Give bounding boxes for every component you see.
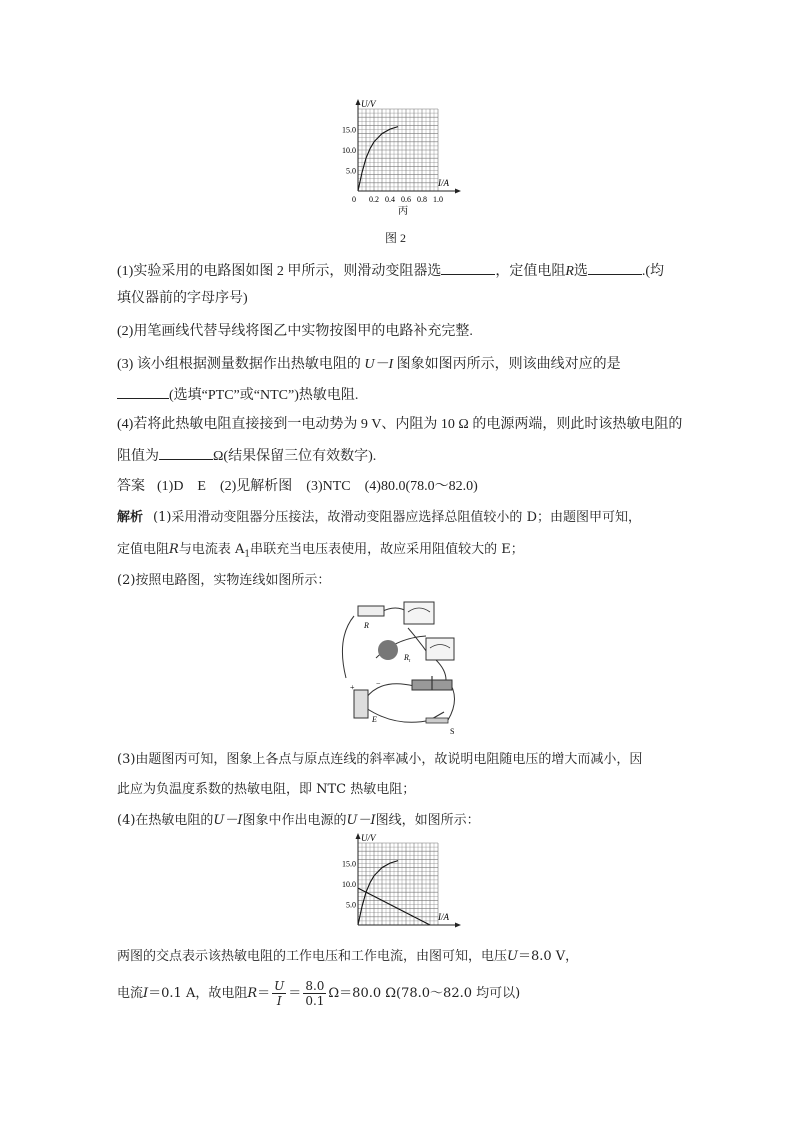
analysis-p5: 两图的交点表示该热敏电阻的工作电压和工作电流，由图可知，电压U＝8.0 V， xyxy=(117,949,579,964)
answer-text: (1)D E (2)见解析图 (3)NTC (4)80.0(78.0～82.0) xyxy=(157,479,478,494)
answer-line xyxy=(117,477,478,497)
question-3: (3) 该小组根据测量数据作出热敏电阻的 U－I 图象如图丙所示，则该曲线对应的是 xyxy=(117,357,621,372)
answer-label: 答案 xyxy=(117,479,145,494)
thermistor xyxy=(378,640,398,660)
x-tick-label: 0.8 xyxy=(417,195,427,204)
x-tick-label: 0.2 xyxy=(369,195,379,204)
label-plus: + xyxy=(350,683,355,692)
analysis-p6: 电流I＝0.1 A，故电阻R＝ $\frac{U}{I}$ ＝ $\frac{8.0}{0.1}$ Ω＝80.0 Ω(78.0～82.0 均可以) xyxy=(117,979,521,1008)
analysis-p1-line2: 定值电阻R与电流表 $A_1$串联充当电压表使用，故应采用阻值较大的 E； xyxy=(117,542,524,560)
question-4-line2: 阻值为 Ω(结果保留三位有效数字). xyxy=(117,445,376,467)
analysis-graph xyxy=(330,830,470,942)
x-tick-label: 1.0 xyxy=(433,195,443,204)
label-Rt: $R_t$ xyxy=(404,653,411,664)
resistor-R xyxy=(358,606,384,616)
answer-blank[interactable] xyxy=(588,260,642,275)
question-2: (2)用笔画线代替导线将图乙中实物按图甲的电路补充完整. xyxy=(117,324,473,339)
y-axis-label: U/V xyxy=(361,833,376,843)
question-1-line2: 填仪器前的字母序号) xyxy=(117,291,248,306)
question-3-line2: (选填“PTC”或“NTC”)热敏电阻. xyxy=(117,384,358,406)
analysis-p3-line2: 此应为负温度系数的热敏电阻，即 NTC 热敏电阻； xyxy=(117,782,416,797)
answer-blank[interactable] xyxy=(441,260,495,275)
y-tick-label: 5.0 xyxy=(346,166,356,176)
y-tick-label: 10.0 xyxy=(342,880,356,889)
analysis-p3: (3)由题图丙可知，图象上各点与原点连线的斜率减小，故说明电阻随电压的增大而减小，因 xyxy=(117,752,643,767)
x-tick-label: 0 xyxy=(352,195,356,204)
answer-blank[interactable] xyxy=(117,384,169,399)
y-axis-label: U/V xyxy=(361,99,376,109)
y-tick-label: 15.0 xyxy=(342,859,356,869)
meter-1 xyxy=(404,602,434,624)
question-1: (1)实验采用的电路图如图 2 甲所示，则滑动变阻器选 ，定值电阻R选 .(均 xyxy=(117,260,664,282)
x-tick-labels xyxy=(352,195,443,204)
x-tick-label: 0.4 xyxy=(385,195,395,204)
fraction-U-over-I: $\frac{U}{I}$ xyxy=(274,979,285,1008)
x-axis-arrow xyxy=(455,923,461,928)
y-tick-labels xyxy=(342,860,356,910)
analysis-p1: 解析 (1)采用滑动变阻器分压接法，故滑动变阻器应选择总阻值较小的 D；由题图甲可知， xyxy=(117,510,641,525)
meter-2 xyxy=(426,638,454,660)
figure-caption: 图 2 xyxy=(385,231,407,245)
wire xyxy=(366,684,414,698)
x-tick-label: 0.6 xyxy=(401,195,411,204)
x-axis-arrow xyxy=(455,189,461,194)
y-axis-arrow xyxy=(356,833,361,839)
label-R: R xyxy=(364,621,369,630)
battery xyxy=(354,690,368,718)
x-axis-label: I/A xyxy=(438,178,449,188)
analysis-p4: (4)在热敏电阻的U－I图象中作出电源的U－I图线，如图所示： xyxy=(117,813,480,828)
label-minus: − xyxy=(376,679,381,688)
y-axis-arrow xyxy=(356,99,361,105)
sub-caption: 丙 xyxy=(398,206,408,217)
question-4: (4)若将此热敏电阻直接接到一电动势为 9 V、内阻为 10 Ω 的电源两端，则此时该热敏电阻的 xyxy=(117,417,683,432)
y-tick-label: 15.0 xyxy=(342,125,356,135)
analysis-label: 解析 xyxy=(117,510,144,525)
y-tick-labels xyxy=(342,126,356,176)
label-S: S xyxy=(450,727,455,736)
wire xyxy=(342,616,354,678)
circuit-diagram xyxy=(336,598,466,738)
wire xyxy=(436,660,446,680)
switch-base xyxy=(426,718,448,723)
y-tick-label: 10.0 xyxy=(342,146,356,155)
x-axis-label: I/A xyxy=(438,912,449,922)
figure2-graph xyxy=(330,96,470,221)
label-E: E xyxy=(372,715,377,724)
fraction-values: $\frac{8.0}{0.1}$ xyxy=(305,979,325,1008)
y-tick-label: 5.0 xyxy=(346,900,356,910)
answer-blank[interactable] xyxy=(159,445,213,460)
analysis-p2: (2)按照电路图，实物连线如图所示： xyxy=(117,573,331,588)
